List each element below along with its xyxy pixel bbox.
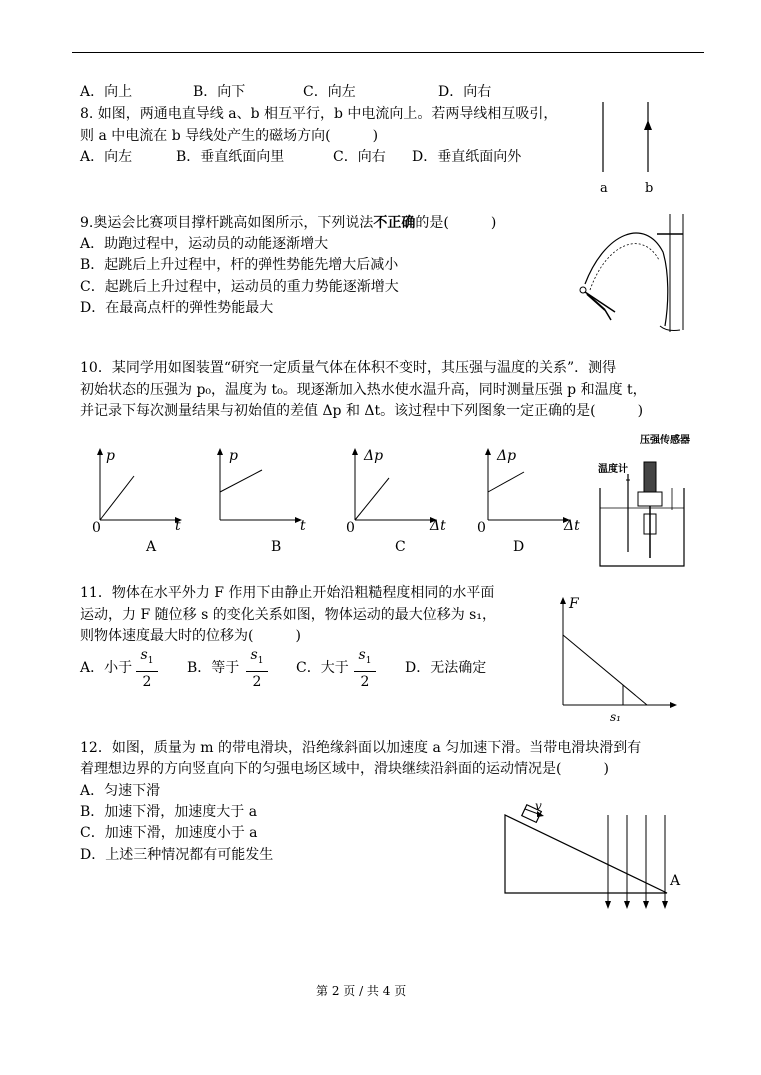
q7-option-b: B．向下 bbox=[193, 84, 246, 100]
q11-option-c: C．大于 bbox=[296, 660, 349, 676]
graph-d-origin: 0 bbox=[477, 520, 486, 536]
graph-c-y-label: Δp bbox=[364, 448, 384, 464]
q12-incline-figure bbox=[495, 795, 685, 920]
q11-option-b-fraction: $s_1$ 2 bbox=[246, 647, 268, 690]
graph-b-y-arrow-icon bbox=[217, 448, 223, 455]
q9-pole-vault-figure bbox=[565, 212, 700, 337]
q11-stem-line1: 11．物体在水平外力 F 作用下由静止开始沿粗糙程度相同的水平面 bbox=[80, 585, 495, 601]
q12-option-d: D．上述三种情况都有可能发生 bbox=[80, 847, 274, 863]
q8-option-c: C．向右 bbox=[333, 149, 386, 165]
athlete-body bbox=[587, 294, 605, 310]
q11-option-b: B．等于 bbox=[187, 660, 240, 676]
sensor-connector bbox=[638, 492, 662, 506]
graph-c-x-label: Δt bbox=[430, 518, 446, 534]
field-arrow-2-icon bbox=[624, 901, 630, 909]
q9-option-a: A．助跑过程中，运动员的动能逐渐增大 bbox=[80, 236, 329, 252]
graph-b-y-label: p bbox=[229, 448, 238, 464]
graph-b-label: B bbox=[271, 539, 282, 555]
q8-label-b: b bbox=[645, 181, 654, 196]
q10-stem-line3: 并记录下每次测量结果与初始值的差值 Δp 和 Δt。该过程中下列图象一定正确的是( ) bbox=[80, 403, 644, 419]
pressure-sensor bbox=[644, 462, 656, 492]
q9-option-c: C．起跳后上升过程中，运动员的重力势能逐渐增大 bbox=[80, 279, 399, 295]
q11-option-c-fraction: $s_1$ 2 bbox=[354, 647, 376, 690]
q10-graph-d bbox=[478, 448, 578, 548]
graph-d-x-label: Δt bbox=[564, 518, 580, 534]
apparatus-thermometer-label: 温度计 bbox=[598, 464, 628, 475]
graph-c-origin: 0 bbox=[346, 520, 355, 536]
q10-stem-line1: 10．某同学用如图装置“研究一定质量气体在体积不变时，其压强与温度的关系”．测得 bbox=[80, 360, 617, 376]
field-arrow-3-icon bbox=[643, 901, 649, 909]
graph-c-label: C bbox=[395, 539, 406, 555]
incline bbox=[505, 815, 667, 893]
beaker bbox=[600, 488, 684, 566]
q8-label-a: a bbox=[600, 181, 608, 196]
graph-a-y-arrow-icon bbox=[97, 448, 103, 455]
graph-a-x-label: t bbox=[175, 518, 181, 534]
graph-c-y-arrow-icon bbox=[352, 448, 358, 455]
q9-option-b: B．起跳后上升过程中，杆的弹性势能先增大后减小 bbox=[80, 257, 399, 273]
q10-stem-line2: 初始状态的压强为 p₀，温度为 t₀。现逐渐加入热水使水温升高，同时测量压强 p 和温度 t， bbox=[80, 382, 647, 398]
q8-stem-line2: 则 a 中电流在 b 导线处产生的磁场方向( ) bbox=[80, 128, 379, 144]
q11-graph-s1-label: s₁ bbox=[610, 710, 621, 724]
graph-b-x-label: t bbox=[300, 518, 306, 534]
q12-option-c: C．加速下滑，加速度小于 a bbox=[80, 825, 258, 841]
athlete-head bbox=[580, 287, 586, 293]
graph-a-label: A bbox=[146, 539, 157, 555]
current-up-arrow-icon bbox=[644, 120, 652, 130]
graph-d-label: D bbox=[513, 539, 525, 555]
graph-c-line bbox=[355, 478, 389, 520]
vault-trajectory bbox=[585, 233, 668, 326]
q8-stem-line1: 8. 如图，两通电直导线 a、b 相互平行，b 中电流向上。若两导线相互吸引， bbox=[80, 106, 558, 122]
graph-d-y-label: Δp bbox=[497, 448, 517, 464]
q12-option-b: B．加速下滑，加速度大于 a bbox=[80, 804, 258, 820]
field-arrow-1-icon bbox=[605, 901, 611, 909]
q11-stem-line3: 则物体速度最大时的位移为( ) bbox=[80, 628, 301, 644]
q10-graph-b bbox=[210, 448, 310, 548]
q8-option-a: A．向左 bbox=[80, 149, 133, 165]
apparatus-sensor-label: 压强传感器 bbox=[640, 435, 690, 446]
q11-graph-y-label: F bbox=[569, 596, 579, 612]
q12-velocity-label: v bbox=[535, 799, 542, 813]
graph-a-y-label: p bbox=[106, 448, 115, 464]
q9-stem: 9.奥运会比赛项目撑杆跳高如图所示，下列说法不正确的是( ) bbox=[80, 215, 497, 231]
field-arrow-4-icon bbox=[662, 901, 668, 909]
vault-trajectory-dashed bbox=[590, 244, 659, 290]
graph-a-line bbox=[100, 476, 134, 520]
q9-stem-emphasis: 不正确 bbox=[373, 215, 416, 231]
q7-option-c: C．向左 bbox=[303, 84, 356, 100]
q7-option-d: D．向右 bbox=[438, 84, 492, 100]
header-rule bbox=[72, 52, 704, 53]
q11-option-a-fraction: $s_1$ 2 bbox=[136, 647, 158, 690]
q10-apparatus-figure bbox=[590, 448, 700, 573]
q11-stem-line2: 运动，力 F 随位移 s 的变化关系如图，物体运动的最大位移为 s₁， bbox=[80, 607, 496, 623]
q12-stem-line1: 12．如图，质量为 m 的带电滑块，沿绝缘斜面以加速度 a 匀加速下滑。当带电滑块滑到有 bbox=[80, 740, 642, 756]
q11-option-a: A．小于 bbox=[80, 660, 133, 676]
q12-point-a-label: A bbox=[670, 873, 681, 889]
q12-option-a: A．匀速下滑 bbox=[80, 783, 161, 799]
q12-stem-line2: 着理想边界的方向竖直向下的匀强电场区域中，滑块继续沿斜面的运动情况是( ) bbox=[80, 761, 609, 777]
q11-force-graph bbox=[555, 595, 685, 715]
q7-option-a: A．向上 bbox=[80, 84, 133, 100]
q11-x-arrow-icon bbox=[670, 702, 677, 708]
page-footer: 第 2 页 / 共 4 页 bbox=[316, 984, 407, 998]
q11-y-arrow-icon bbox=[560, 597, 566, 604]
q8-option-b: B．垂直纸面向里 bbox=[176, 149, 285, 165]
graph-d-line bbox=[488, 472, 524, 492]
q9-option-d: D．在最高点杆的弹性势能最大 bbox=[80, 300, 274, 316]
graph-d-y-arrow-icon bbox=[485, 448, 491, 455]
athlete-legs bbox=[605, 310, 611, 320]
graph-a-origin: 0 bbox=[92, 520, 101, 536]
q8-option-d: D．垂直纸面向外 bbox=[412, 149, 522, 165]
q11-option-d: D．无法确定 bbox=[405, 660, 487, 676]
graph-b-line bbox=[220, 470, 262, 492]
q11-force-line bbox=[563, 635, 647, 705]
